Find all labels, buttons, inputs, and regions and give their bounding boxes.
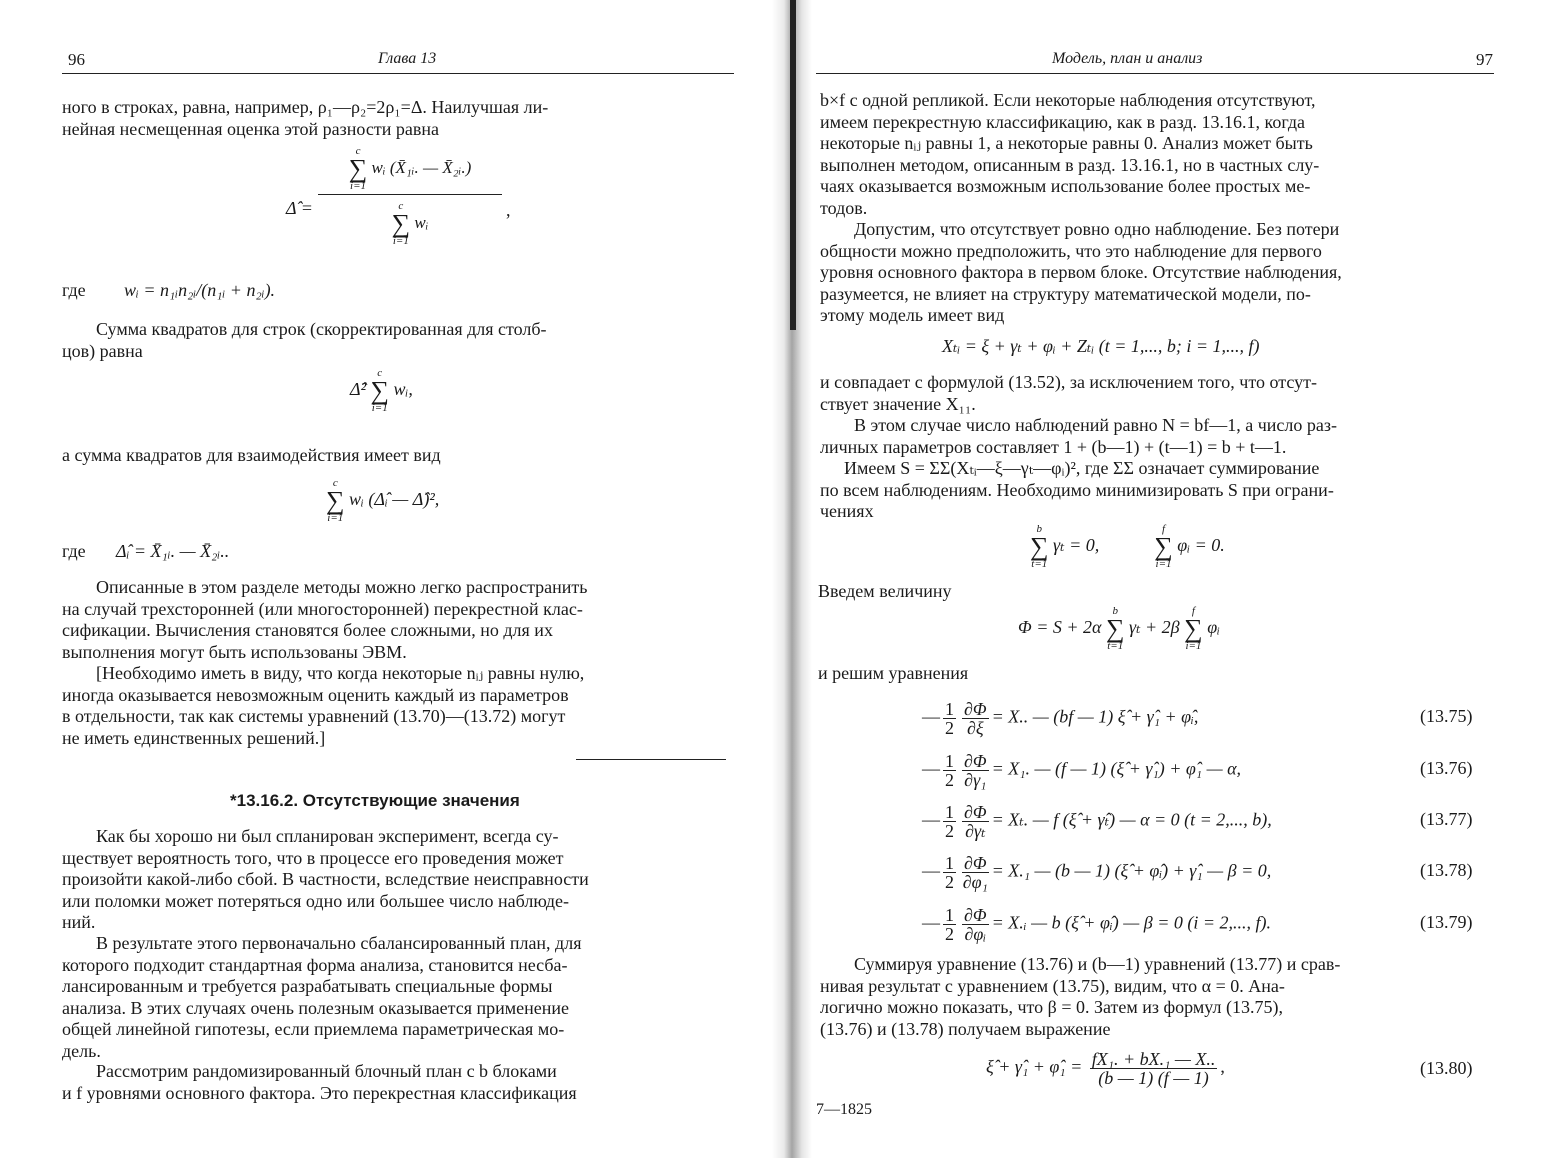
left-paragraph-7: В результате этого первоначально сбалансированный план, для которого подходит стандартная форма анализа, становится несба- лансированным и требуется разрабатывать специальные формы анализа. В этих случаях очень полезным оказывается применение общей линейной гипотезы, если приемлема параметрическая мо- дель. [62, 933, 582, 1061]
half-fraction: $\frac{1}{2}$ [945, 802, 954, 841]
partial-derivative-fraction: $\frac{\partial\Phi}{\text{∂γ₁}}$ [964, 751, 987, 790]
delta-hat-comma: , [506, 200, 511, 220]
constraints: b ∑ t=1 γₜ = 0, f ∑ i=1 φᵢ = 0. [1030, 523, 1225, 570]
left-paragraph-5: [Необходимо иметь в виду, что когда некоторые nᵢⱼ равны нулю, иногда оказывается невозможным оценить каждый из параметров в отдельности, так как системы уравнений (13.70)—(13.72) могут не иметь единственных решений.] [62, 663, 585, 748]
delta-hat-numerator: wᵢ (X̄₁ᵢ. — X̄₂ᵢ.) [371, 157, 472, 177]
intro-phi: Введем величину [818, 581, 952, 601]
final-equation: ξ̂ + γ̂₁ + φ̂₁ = $\frac{\text{fX₁. + bX.₁ — X..}}{(b — 1) (f — 1)}$ , [986, 1049, 1225, 1088]
equation-number: (13.77) [1420, 809, 1473, 829]
ss-interaction-formula: c ∑ i=1 wᵢ (Δ̂ᵢ — Δ̂)², [326, 477, 440, 524]
equation-row [922, 700, 1198, 737]
equation-number: (13.75) [1420, 706, 1473, 726]
left-paragraph-6: Как бы хорошо ни был спланирован эксперимент, всегда су- ществует вероятность того, что в процессе его проведения может произойти какой-либо сбой. В частности, вследствие неисправности или поломки может потеряться одно или большее число наблюде- ний. [62, 826, 589, 932]
right-paragraph-6: Суммируя уравнение (13.76) и (b—1) уравнений (13.77) и срав- нивая результат с уравнением (13.75), видим, что α = 0. Ана- логично можно показать, что β = 0. Затем из формул (13.75), (13.76) и (13.78) получаем выражение [820, 954, 1341, 1039]
page-number-left: 96 [68, 50, 85, 69]
equation-row [922, 906, 1271, 943]
half-fraction: $\frac{1}{2}$ [945, 699, 954, 738]
equation-rhs: = X.. — (bf — 1) ξ̂ + γ̂₁ + φ̂ᵢ, [991, 706, 1199, 727]
right-page [780, 0, 1568, 1158]
equation-minus-sign: — [922, 860, 940, 881]
model-equation: Xₜᵢ = ξ + γₜ + φᵢ + Zₜᵢ (t = 1,..., b; i = 1,..., f) [942, 336, 1260, 356]
equation-number: (13.79) [1420, 912, 1473, 932]
ss-rows-formula: Δ̂² c ∑ i=1 wᵢ, [350, 367, 413, 414]
partial-derivative-fraction: $\frac{\partial\Phi}{\text{∂φ₁}}$ [962, 853, 988, 892]
left-paragraph-4: Описанные в этом разделе методы можно легко распространить на случай трехсторонней (или многосторонней) перекрестной клас- сификации. Вычисления становятся более сложными, но для их выполнения могут быть использованы ЭВМ. [62, 577, 588, 662]
right-paragraph-3: и совпадает с формулой (13.52), за исключением того, что отсут- ствует значение X₁₁. [820, 372, 1317, 414]
left-paragraph-1: ного в строках, равна, например, ρ₁—ρ₂=2ρ₁=Δ. Наилучшая ли- нейная несмещенная оценка этой разности равна [62, 97, 549, 139]
delta-hat-denominator: wᵢ [414, 212, 429, 232]
equation-rhs: = Xₜ. — f (ξ̂ + γ̂ₜ) — α = 0 (t = 2,..., b), [991, 809, 1272, 830]
half-fraction: $\frac{1}{2}$ [945, 853, 954, 892]
header-rule-right [816, 73, 1494, 74]
half-fraction: $\frac{1}{2}$ [945, 751, 954, 790]
left-page [0, 0, 780, 1158]
delta-i-definition: Δ̂ᵢ = X̄₁ᵢ. — X̄₂ᵢ.. [116, 541, 230, 561]
equation-number-13-80: (13.80) [1420, 1058, 1473, 1078]
where-label-1: где [62, 280, 86, 300]
partial-derivative-fraction: $\frac{\partial\Phi}{\text{∂φᵢ}}$ [964, 905, 987, 944]
equation-rhs: = X.ᵢ — b (ξ̂ + φ̂ᵢ) — β = 0 (i = 2,..., f). [991, 912, 1272, 933]
delta-hat-fraction: c ∑ i=1 wᵢ (X̄₁ᵢ. — X̄₂ᵢ.) c ∑ i=1 wᵢ [318, 146, 502, 247]
equation-row [922, 752, 1241, 789]
running-head-left: Глава 13 [378, 50, 437, 67]
half-fraction: $\frac{1}{2}$ [945, 905, 954, 944]
running-head-right: Модель, план и анализ [1052, 50, 1203, 67]
equation-rhs: = X.₁ — (b — 1) (ξ̂ + φ̂ᵢ) + γ̂₁ — β = 0, [991, 860, 1272, 881]
equation-minus-sign: — [922, 758, 940, 779]
right-paragraph-1: b×f с одной репликой. Если некоторые наблюдения отсутствуют, имеем перекрестную классификацию, как в разд. 13.16.1, когда некоторые nᵢⱼ равны 1, а некоторые равны 0. Анализ может быть выполнен методом, описанным в разд. 13.16.1, но в частных слу- чаях оказывается возможным использование более простых ме- тодов. [820, 90, 1320, 218]
header-rule-left [62, 73, 734, 74]
delta-hat-label: Δ̂ = [286, 198, 313, 218]
partial-derivative-fraction: $\frac{\partial\Phi}{\text{∂γₜ}}$ [964, 802, 987, 841]
page-number-right: 97 [1476, 50, 1493, 69]
phi-definition: Φ = S + 2α b ∑ t=1 γₜ + 2β f ∑ i=1 φᵢ [1018, 605, 1221, 652]
weights-definition: wᵢ = n₁ᵢn₂ᵢ/(n₁ᵢ + n₂ᵢ). [124, 280, 276, 300]
printer-signature: 7—1825 [816, 1101, 872, 1118]
equation-number: (13.78) [1420, 860, 1473, 880]
footnote-rule [576, 759, 726, 760]
section-heading: *13.16.2. Отсутствующие значения [230, 791, 520, 810]
partial-derivative-fraction: $\frac{\partial\Phi}{\partial\xi}$ [964, 699, 987, 738]
equation-minus-sign: — [922, 912, 940, 933]
equation-row [922, 854, 1271, 891]
right-paragraph-2: Допустим, что отсутствует ровно одно наблюдение. Без потери общности можно предположить, что это наблюдение для первого уровня основного фактора в первом блоке. Отсутствие наблюдения, разумеется, не влияет на структуру математической модели, по- этому модель имеет вид [820, 219, 1342, 325]
left-paragraph-3: а сумма квадратов для взаимодействия имеет вид [62, 445, 441, 465]
left-paragraph-8: Рассмотрим рандомизированный блочный план с b блоками и f уровнями основного фактора. Это перекрестная классификация [62, 1061, 577, 1103]
right-paragraph-5: Имеем S = ΣΣ(Xₜᵢ—ξ—γₜ—φᵢ)², где ΣΣ означает суммирование по всем наблюдениям. Необходимо минимизировать S при ограни- чениях [820, 458, 1334, 521]
equation-rhs: = X₁. — (f — 1) (ξ̂ + γ̂₁) + φ̂₁ — α, [991, 758, 1242, 779]
equation-row [922, 803, 1272, 840]
where-label-2: где [62, 541, 86, 561]
equation-minus-sign: — [922, 706, 940, 727]
equation-minus-sign: — [922, 809, 940, 830]
equation-number: (13.76) [1420, 758, 1473, 778]
solve-label: и решим уравнения [818, 663, 969, 683]
left-paragraph-2: Сумма квадратов для строк (скорректированная для столб- цов) равна [62, 319, 547, 361]
right-paragraph-4: В этом случае число наблюдений равно N = bf—1, а число раз- личных параметров составляет 1 + (b—1) + (t—1) = b + t—1. [820, 415, 1337, 457]
